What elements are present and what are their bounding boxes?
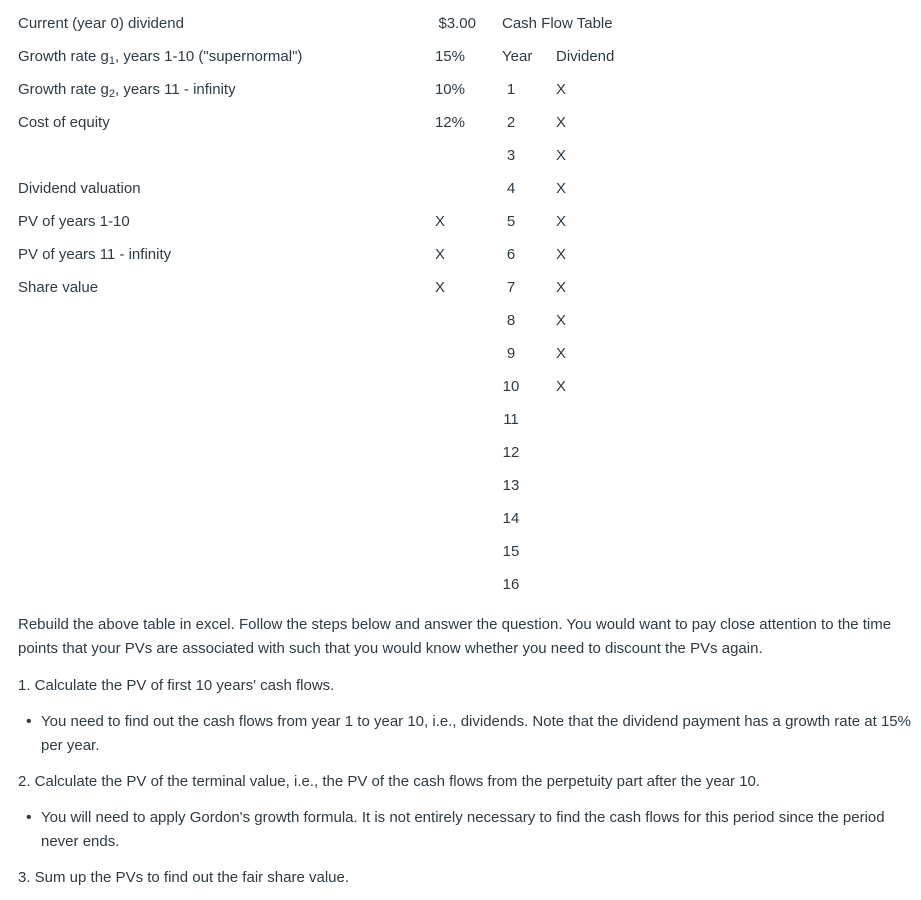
bullet-dot-icon: • — [26, 713, 32, 730]
step-1-bullet-text: You need to find out the cash flows from year 1 to year 10, i.e., dividends. Note that the dividend payment has a growth rate at 15% per year. — [41, 713, 911, 754]
step-1: 1. Calculate the PV of first 10 years' cash flows. — [18, 677, 335, 694]
dividend-valuation-heading: Dividend valuation — [18, 180, 141, 197]
pv-years-11-infinity-value: X — [434, 246, 445, 263]
step-2-bullet-text: You will need to apply Gordon's growth formula. It is not entirely necessary to find the cash flows for this period since the period never ends. — [41, 809, 885, 850]
year-cell: 15 — [502, 543, 520, 560]
year-cell: 10 — [502, 378, 520, 395]
year-cell: 2 — [506, 114, 516, 131]
year-column-header: Year — [502, 48, 533, 65]
cost-of-equity-value: 12% — [434, 114, 465, 131]
growth-rate-2-label-post: , years 11 - infinity — [115, 81, 236, 98]
current-dividend-value: $3.00 — [438, 15, 476, 32]
year-cell: 11 — [503, 411, 519, 428]
growth-rate-1-value: 15% — [434, 48, 465, 65]
dividend-cell: X — [555, 246, 566, 263]
step-3: 3. Sum up the PVs to find out the fair share value. — [18, 869, 350, 886]
year-cell: 8 — [506, 312, 516, 329]
growth-rate-2-subscript: 2 — [108, 88, 115, 100]
instructions-intro: Rebuild the above table in excel. Follow the steps below and answer the question. You would want to pay close attention to the time points that your PVs are associated with such that you would know whether you need to discount the PVs again. — [18, 616, 892, 657]
year-cell: 1 — [506, 81, 516, 98]
growth-rate-2-label — [18, 80, 236, 100]
dividend-cell: X — [555, 312, 566, 329]
growth-rate-2-label-pre: Growth rate g — [18, 81, 109, 98]
pv-years-1-10-value: X — [434, 213, 445, 230]
dividend-cell: X — [555, 147, 566, 164]
dividend-cell: X — [555, 279, 566, 296]
share-value-label: Share value — [18, 279, 99, 296]
year-cell: 14 — [502, 510, 520, 527]
dividend-cell: X — [555, 81, 566, 98]
pv-years-1-10-label: PV of years 1-10 — [18, 213, 130, 230]
cost-of-equity-label: Cost of equity — [18, 114, 110, 131]
share-value-value: X — [434, 279, 445, 296]
growth-rate-1-label — [18, 47, 302, 67]
year-cell: 12 — [502, 444, 520, 461]
current-dividend-label: Current (year 0) dividend — [18, 15, 184, 32]
year-cell: 4 — [506, 180, 516, 197]
growth-rate-1-label-pre: Growth rate g — [18, 48, 109, 65]
dividend-cell: X — [555, 180, 566, 197]
year-cell: 9 — [506, 345, 516, 362]
dividend-cell: X — [555, 378, 566, 395]
growth-rate-1-label-post: , years 1-10 ("supernormal") — [115, 48, 303, 65]
dividend-column-header: Dividend — [556, 48, 615, 65]
bullet-dot-icon: • — [26, 809, 32, 826]
cash-flow-table-title: Cash Flow Table — [502, 15, 613, 32]
year-cell: 7 — [506, 279, 516, 296]
growth-rate-2-value: 10% — [434, 81, 465, 98]
year-cell: 6 — [506, 246, 516, 263]
year-cell: 13 — [502, 477, 520, 494]
step-2: 2. Calculate the PV of the terminal value, i.e., the PV of the cash flows from the perpetuity part after the year 10. — [18, 773, 761, 790]
dividend-cell: X — [555, 213, 566, 230]
year-cell: 5 — [506, 213, 516, 230]
dividend-cell: X — [555, 114, 566, 131]
growth-rate-1-subscript: 1 — [108, 55, 115, 67]
year-cell: 16 — [502, 576, 520, 593]
dividend-cell: X — [555, 345, 566, 362]
pv-years-11-infinity-label: PV of years 11 - infinity — [18, 246, 172, 263]
year-cell: 3 — [506, 147, 516, 164]
